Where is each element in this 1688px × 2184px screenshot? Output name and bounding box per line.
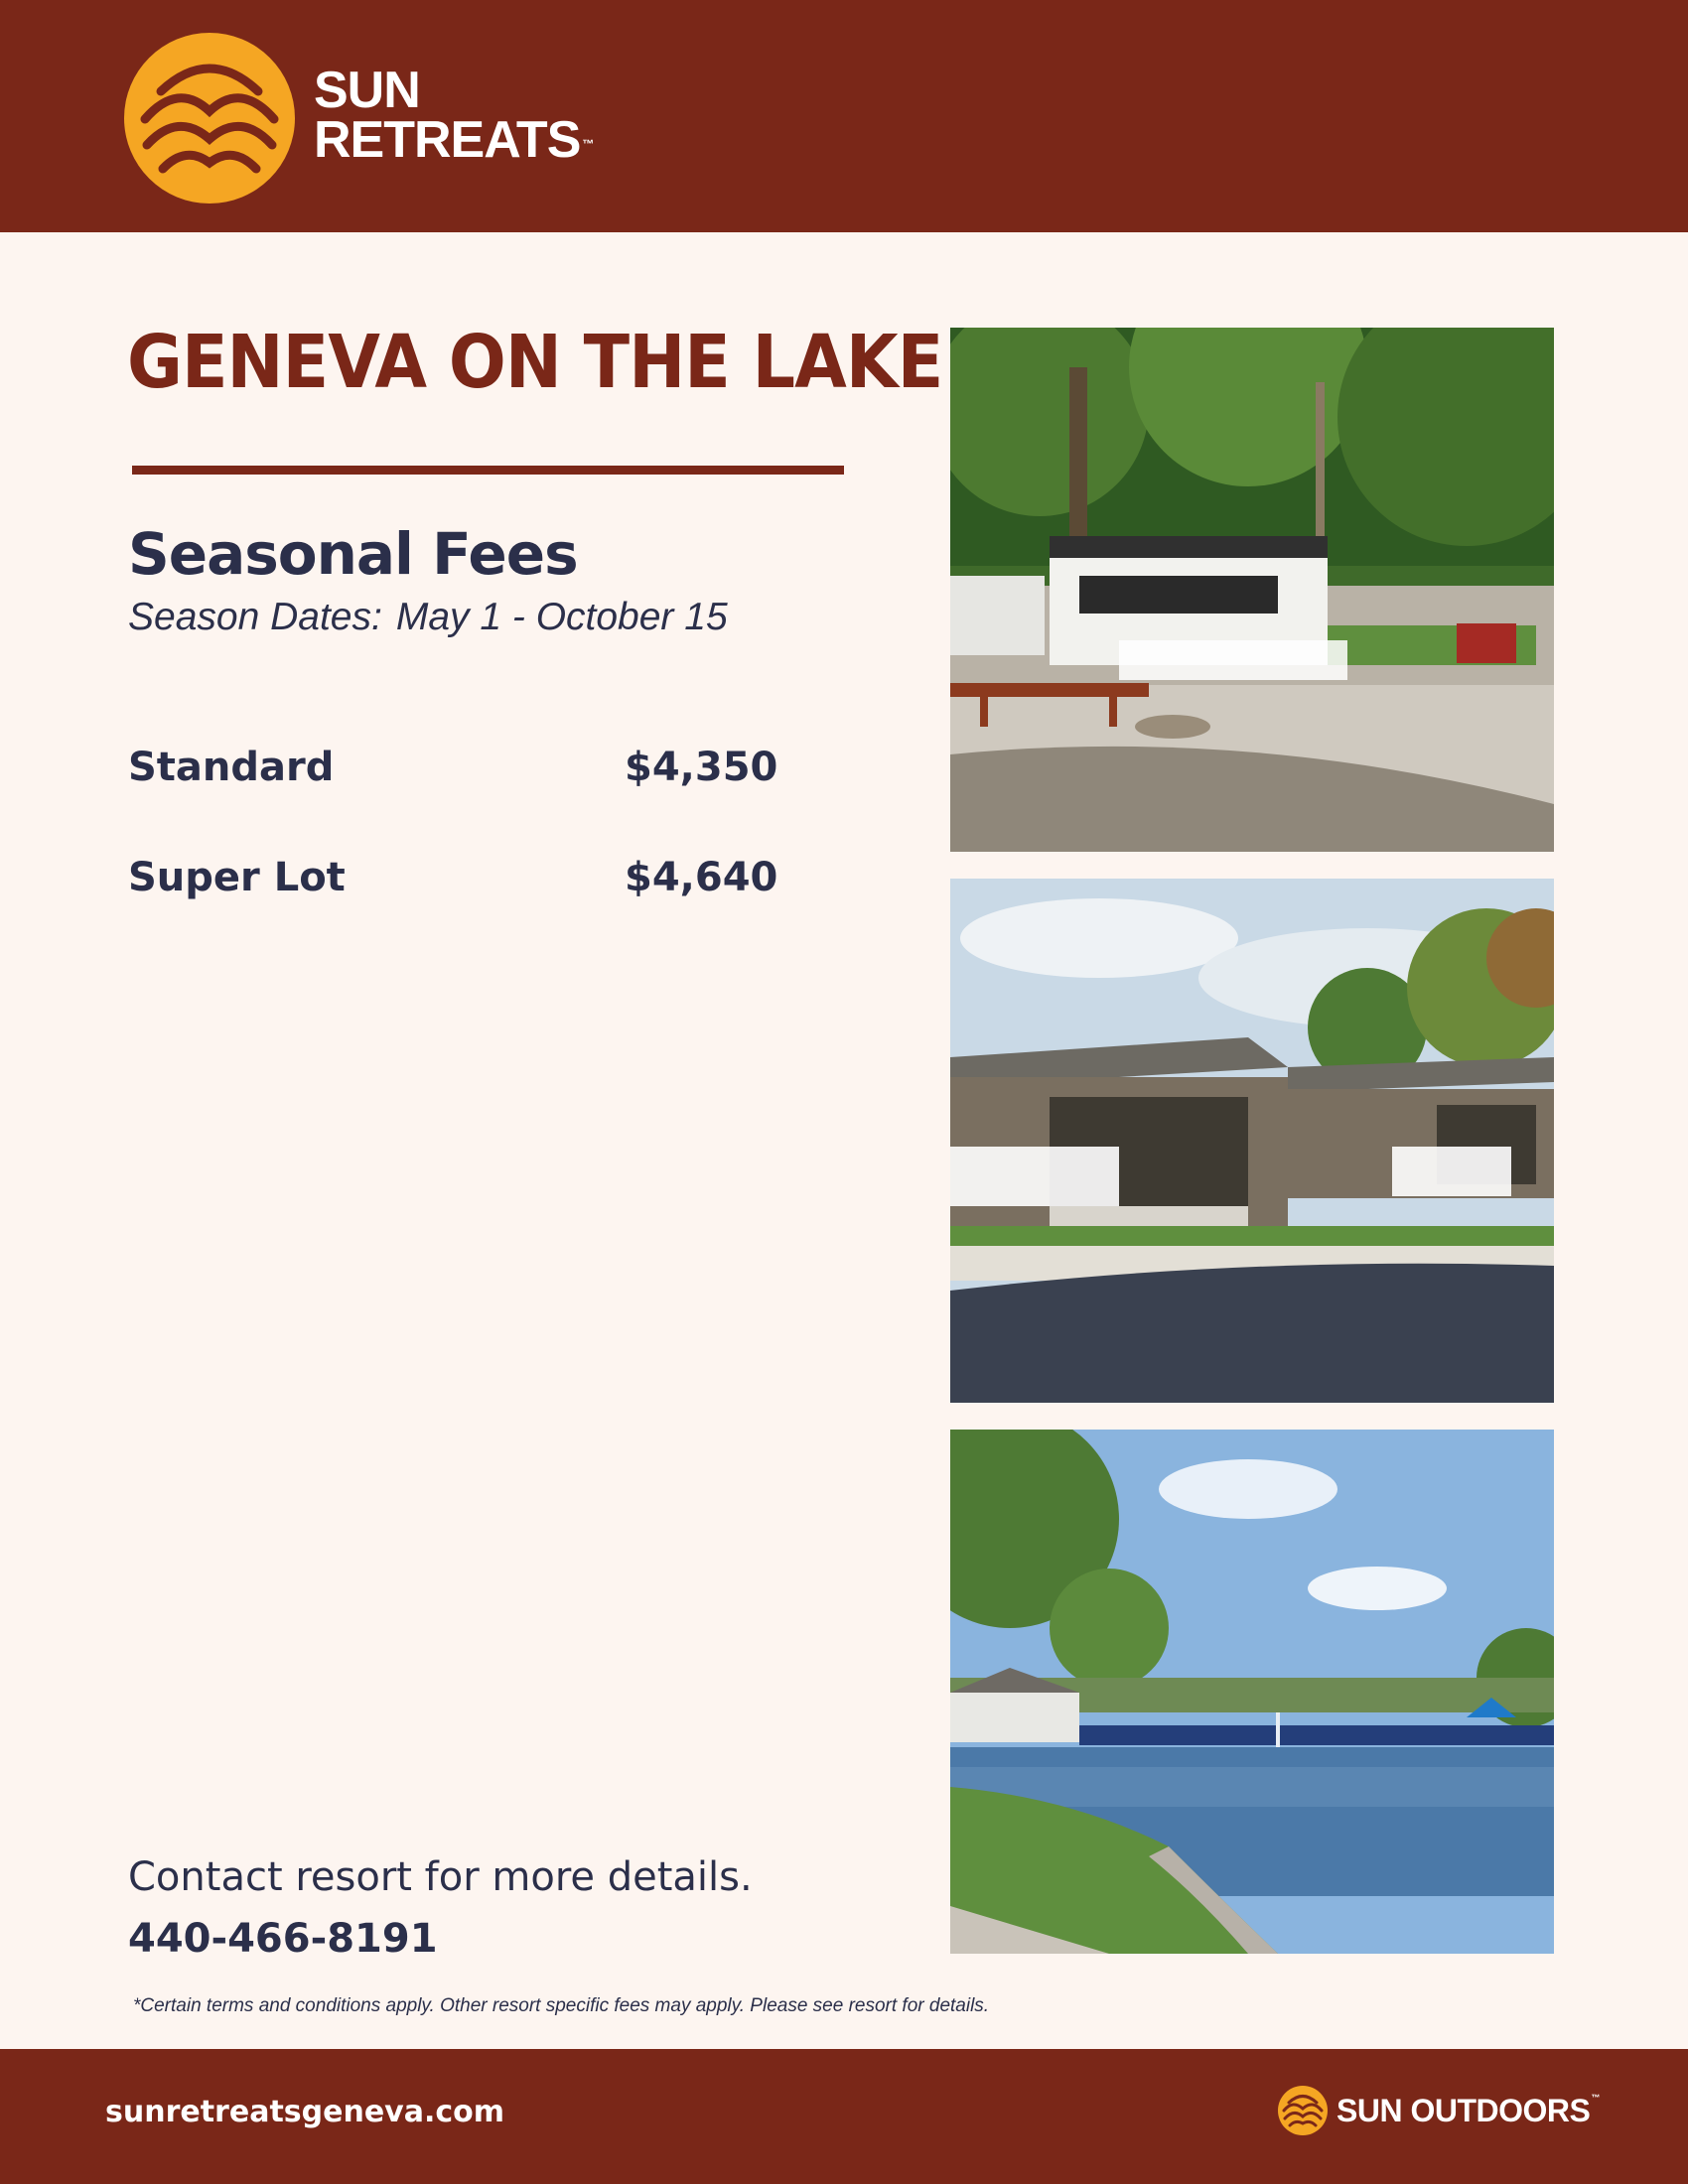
fee-row-standard xyxy=(128,745,803,800)
sun-retreats-logo-icon xyxy=(123,32,296,205)
fee-price: $4,640 xyxy=(625,855,778,900)
section-heading: Seasonal Fees xyxy=(128,520,578,588)
fee-row-super-lot xyxy=(128,855,803,910)
fee-name: Super Lot xyxy=(128,855,346,900)
phone-number[interactable]: 440-466-8191 xyxy=(128,1916,438,1962)
footer-trademark: ™ xyxy=(1591,2093,1600,2103)
sun-outdoors-logo-icon xyxy=(1277,2085,1329,2136)
season-range: May 1 - October 15 xyxy=(395,596,728,638)
cabins-photo xyxy=(950,879,1554,1403)
title-divider xyxy=(132,466,844,475)
season-label: Season Dates: xyxy=(128,596,382,638)
footer-brand-name: SUN OUTDOORS xyxy=(1336,2093,1591,2128)
disclaimer: *Certain terms and conditions apply. Other resort specific fees may apply. Please see resort for details. xyxy=(133,1995,990,2016)
fee-price: $4,350 xyxy=(625,745,778,790)
page-header xyxy=(0,0,1688,232)
contact-text: Contact resort for more details. xyxy=(128,1854,753,1900)
footer-brand xyxy=(1336,2093,1600,2129)
fee-name: Standard xyxy=(128,745,335,790)
brand-line-1: SUN xyxy=(314,62,420,119)
season-dates xyxy=(128,596,728,639)
page-footer xyxy=(0,2049,1688,2184)
page-title: GENEVA ON THE LAKE xyxy=(127,320,943,405)
trademark: ™ xyxy=(582,137,594,151)
pond-fountain-photo xyxy=(950,1430,1554,1954)
website-link[interactable]: sunretreatsgeneva.com xyxy=(105,2095,505,2129)
brand-wordmark xyxy=(314,62,594,169)
brand-line-2: RETREATS xyxy=(314,111,581,169)
rv-campsite-photo xyxy=(950,328,1554,852)
